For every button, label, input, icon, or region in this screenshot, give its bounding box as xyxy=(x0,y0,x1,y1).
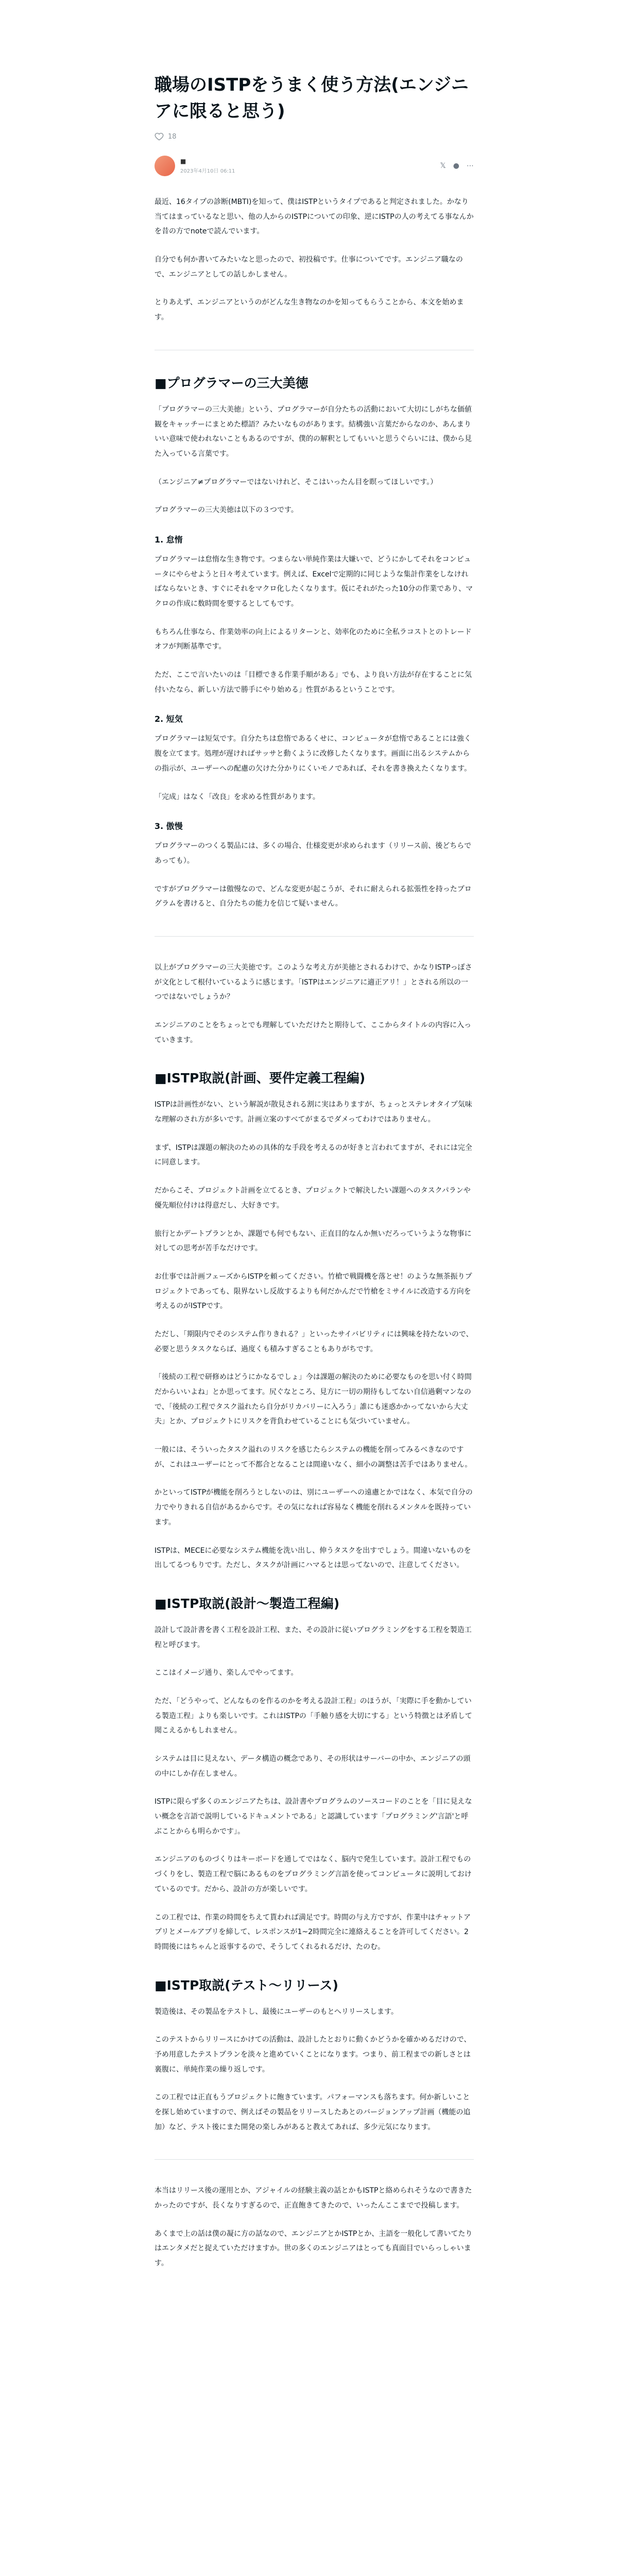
x-share-icon[interactable]: 𝕏 xyxy=(440,162,446,170)
author-meta xyxy=(180,158,440,174)
paragraph: エンジニアのものづくりはキーボードを通してではなく、脳内で発生しています。設計工程でものづくりをし、製造工程で脳にあるものをプログラミング言語を使ってコンピュータに説明しておけているのです。だから、設計の方が楽しいです。 xyxy=(154,1855,472,1893)
paragraph: ISTPは計画性がない、という解説が散見される割に実はありますが、ちょっとステレオタイプ気味な理解のされ方が多いです。計画立案のすべてがまるでダメってわけではありません。 xyxy=(154,1100,472,1124)
paragraph: 設計して設計書を書く工程を設計工程、また、その設計に従いプログラミングをする工程を製造工程と呼びます。 xyxy=(154,1625,472,1649)
sub-heading: 3. 傲慢 xyxy=(154,821,183,832)
facebook-share-icon[interactable]: ● xyxy=(453,162,459,170)
divider xyxy=(154,2159,474,2160)
paragraph: 「後続の工程で研修めはどうにかなるでしょ」今は課題の解決のために必要なものを思い付く時間だからいいよね」とか思ってます。尻ぐなところ、見方に一切の期待もしてない自信過剰マンなので、「後続の工程でタスク溢れたら自分がリカバリーに入ろう」誰にも迷惑かかってないから大丈夫」とか、プロジェクトにリスクを背負わせていることにも気づいていません。 xyxy=(154,1373,472,1426)
paragraph: 以上がプログラマーの三大美徳です。このような考え方が美徳とされるわけで、かなりISTPっぽさが文化として根付いているように感じます。「ISTPはエンジニアに適正アリ！」とされる所以の一つではないでしょうか？ xyxy=(154,963,472,1002)
paragraph: 製造後は、その製品をテストし、最後にユーザーのもとへリリースします。 xyxy=(154,2007,399,2016)
intro-paragraph: とりあえず、エンジニアというのがどんな生き物なのかを知ってもらうことから、本文を始めます。 xyxy=(154,298,464,322)
paragraph: 本当はリリース後の運用とか、アジャイルの経験主義の話とかもISTPと絡められそうなので書きたかったのですが、長くなりすぎるので、正直飽きてきたので、いったんここまでで投稿します。 xyxy=(154,2187,472,2210)
paragraph: システムは目に見えない、データ構造の概念であり、その形状はサーバーの中か、エンジニアの頭の中にしか存在しません。 xyxy=(154,1755,471,1778)
sub-heading: 2. 短気 xyxy=(154,714,183,724)
paragraph: ただ、「どうやって、どんなものを作るのかを考える設計工程」のほうが、「実際に手を動かしている製造工程」よりも楽しいです。これはISTPの「手触り感を大切にする」という特徴とは矛盾して聞こえるかもしれません。 xyxy=(154,1697,472,1735)
intro xyxy=(154,195,474,325)
paragraph: この工程では正直もうプロジェクトに飽きています。パフォーマンスも落ちます。何か新しいことを探し始めていますので、例えばその製品をリリースしたあとのバージョンアップ計画（機能の追加）など、テスト後にまた開発の楽しみがあると教えてあれば、多少元気になります。 xyxy=(154,2093,471,2131)
paragraph: まず、ISTPは課題の解決のための具体的な手段を考えるのが好きと言われてますが、それには完全に同意します。 xyxy=(154,1143,472,1167)
paragraph: この工程では、作業の時間をちえて貰われば満足です。時間の与え方ですが、作業中はチャットアプリとメールアプリを締して、レスポンスが1~2時間完全に連絡えることを許可してください。2時間後にはちゃんと返事するので、そうしてくれるれるだけ、たのむ。 xyxy=(154,1913,471,1951)
paragraph: あくまで上の話は僕の凝に方の話なので、エンジニアとかISTPとか、主語を一般化して書いてたりはエンタメだと捉えていただけますか。世の多くのエンジニアはとっても真面目でいらっしゃいます。 xyxy=(154,2229,473,2268)
post-date: 2023年4月10日 06:11 xyxy=(180,168,235,174)
like-row xyxy=(154,132,474,141)
paragraph: （エンジニア≠プログラマーではないけれど、そこはいったん目を瞑ってほしいです。） xyxy=(154,478,438,486)
more-options-icon[interactable]: ⋯ xyxy=(467,162,474,170)
section-heading: ■ISTP取説(計画、要件定義工程編) xyxy=(154,1071,366,1086)
paragraph: かといってISTPが機能を削ろうとしないのは、別にユーザーへの遠慮とかではなく、本気で自分の力でやりきれる自信があるからです。その気になれば容易なく機能を削れるメンタルを既持っています。 xyxy=(154,1488,473,1527)
paragraph: ただし、「期限内でそのシステム作りきれる？」といったサイバビリティには興味を持たないので、必要と思うタスクならば、過度くも積みすぎることもありがちです。 xyxy=(154,1330,473,1353)
paragraph: 「完成」はなく「改良」を求める性質があります。 xyxy=(154,792,320,801)
paragraph: このテストからリリースにかけての活動は、設計したとおりに動くかどうかを確かめるだけので、予め用意したテストプランを淡々と進めていくことになります。つまり、前工程までの新しさとは裏腹に、単純作業の繰り返しです。 xyxy=(154,2036,471,2074)
article xyxy=(154,72,474,2284)
paragraph: ISTPに限らず多くのエンジニアたちは、設計書やプログラムのソースコードのことを「目に見えない概念を言語で説明しているドキュメントである」と認識しています「プログラミング'言語'と呼ぶことからも明らかです」。 xyxy=(154,1798,472,1836)
divider xyxy=(154,936,474,937)
intro-paragraph: 最近、16タイプの診断(MBTI)を知って、僕はISTPというタイプであると判定されました。かなり当てはまっているなと思い、他の人からのISTPについての印象、逆にISTPの人の考えてる事なんかを昔の方でnoteで読んでいます。 xyxy=(154,198,474,236)
share-buttons xyxy=(440,162,474,170)
article-title: 職場のISTPをうまく使う方法(エンジニアに限ると思う) xyxy=(154,75,469,122)
section-heading: ■プログラマーの三大美徳 xyxy=(154,375,308,391)
paragraph: ただ、ここで言いたいのは「目標できる作業手順がある」でも、より良い方法が存在することに気付いたなら、新しい方法で勝手にやり始める」性質があるということです。 xyxy=(154,671,472,694)
paragraph: プログラマーは怠惰な生き物です。つまらない単純作業は大嫌いで、どうにかしてそれをコンピュータにやらせようと日々考えています。例えば、Excelで定期的に同じような集計作業をしなければならないとき、すぐにそれをマクロ化したくなります。仮にそれがたった10分の作業であり、マクロの作成に数時間を要するとしてもです。 xyxy=(154,555,473,608)
paragraph: プログラマーのつくる製品には、多くの場合、仕様変更が求められます（リリース前、後どちらであっても）。 xyxy=(154,842,472,865)
paragraph: エンジニアのことをちょっとでも理解していただけたと期待して、ここからタイトルの内容に入っていきます。 xyxy=(154,1021,472,1044)
intro-paragraph: 自分でも何か書いてみたいなと思ったので、初投稿です。仕事についてです。エンジニア職なので、エンジニアとしての話しかしません。 xyxy=(154,256,463,279)
section-heading: ■ISTP取説(設計～製造工程編) xyxy=(154,1596,340,1611)
paragraph: 旅行とかデートプランとか、課題でも何でもない、正直目的なんか無いだろっていうような物事に対しての思考が苦手なだけです。 xyxy=(154,1229,472,1253)
paragraph: 一般には、そういったタスク溢れのリスクを感じたらシステムの機能を削ってみるべきなのですが、これはユーザーにとって不都合となることは間違いなく、細小の調整は苦手ではありません。 xyxy=(154,1446,472,1469)
paragraph: もちろん仕事なら、作業効率の向上によるリターンと、効率化のために全私ラコストとのトレードオフが判断基準です。 xyxy=(154,628,472,651)
paragraph: 「プログラマーの三大美徳」という、プログラマーが自分たちの活動において大切にしがちな価値観をキャッチーにまとめた標語？みたいなものがあります。結構強い言葉だからなのか、あんまりいい意味で使われないこともあるのですが、僕的の解釈としてもいいと思うぐらいには、僕から見た入っている言葉です。 xyxy=(154,405,472,458)
author-name[interactable]: ■ xyxy=(180,158,186,165)
paragraph: だからこそ、プロジェクト計画を立てるとき、プロジェクトで解決したい課題へのタスクパランや優先順位付けは得意だし、大好きです。 xyxy=(154,1187,471,1210)
section-heading: ■ISTP取説(テスト～リリース) xyxy=(154,1977,338,1993)
avatar[interactable] xyxy=(154,156,175,176)
author-row xyxy=(154,156,474,176)
paragraph: プログラマーは短気です。自分たちは怠惰であるくせに、コンピュータが怠惰であることには強く腹を立てます。処理が遅ければサッサと動くように改修したくなります。画面に出るシステムからの指示が、ユーザーへの配慮の欠けた分かりにくいモノであれば、それを書き換えたくなります。 xyxy=(154,735,472,773)
like-count: 18 xyxy=(168,132,177,141)
sub-heading: 1. 怠惰 xyxy=(154,534,183,545)
paragraph: ですがプログラマーは傲慢なので、どんな変更が起こうが、それに耐えられる拡張性を持ったプログラムを書けると、自分たちの能力を信じて疑いません。 xyxy=(154,885,472,908)
paragraph: プログラマーの三大美徳は以下の３つです。 xyxy=(154,506,298,515)
paragraph: お仕事では計画フェーズからISTPを頼ってください。竹槍で戦闘機を落とせ！のような無茶振りプロジェクトであっても、限界ないし反故するよりも何だかんだで竹槍をミサイルに改造する方向を考えるのがISTPです。 xyxy=(154,1272,472,1311)
heart-icon[interactable] xyxy=(154,132,164,141)
paragraph: ここはイメージ通り、楽しんでやってます。 xyxy=(154,1669,298,1677)
paragraph: ISTPは、MECEに必要なシステム機能を洗い出し、伸うタスクを出すでしょう。間違いないものを出してるつもりです。ただし、タスクが計画にハマるとは思ってないので、注意してください。 xyxy=(154,1546,471,1570)
